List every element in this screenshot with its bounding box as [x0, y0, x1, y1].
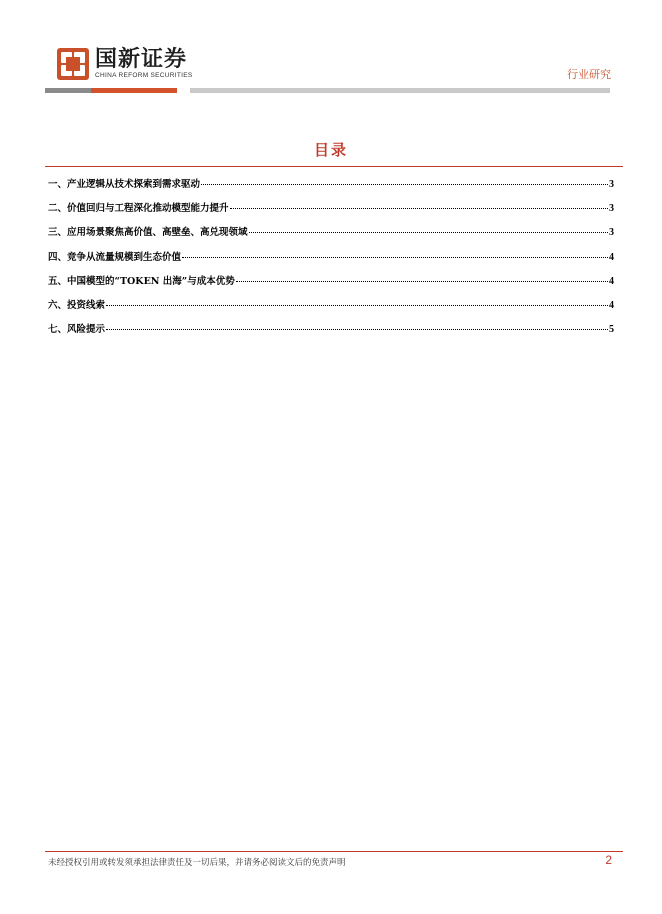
toc-entry-page: 3 [609, 179, 614, 190]
toc-entry[interactable] [48, 321, 614, 345]
page-number: 2 [605, 853, 612, 867]
header-bar-grey-left [45, 88, 91, 93]
toc-title: 目录 [313, 141, 348, 159]
toc-entry-page: 3 [609, 203, 614, 215]
toc-entry[interactable] [48, 249, 614, 273]
toc-entry-page: 4 [609, 275, 614, 287]
toc-leader-dots [201, 184, 608, 185]
header-bar-grey-right [190, 88, 610, 93]
toc-entry[interactable] [48, 224, 614, 248]
toc-entry-page: 4 [609, 251, 614, 263]
toc-entry-label: 七、风险提示 [48, 324, 106, 336]
toc-entry-label: 五、中国模型的“TOKEN 出海”与成本优势 [48, 275, 235, 287]
footer-disclaimer: 未经授权引用或转发须承担法律责任及一切后果，并请务必阅读文后的免责声明 [48, 858, 346, 868]
toc-entry[interactable] [48, 297, 614, 321]
toc-list [48, 176, 614, 345]
toc-entry-page: 5 [609, 324, 614, 336]
toc-entry[interactable] [48, 273, 614, 297]
toc-leader-dots [236, 281, 608, 282]
report-type-label: 行业研究 [567, 68, 611, 81]
toc-entry-label: 六、投资线索 [48, 299, 106, 311]
toc-leader-dots [182, 257, 608, 258]
logo-chinese-name: 国新证券 [95, 47, 188, 72]
toc-leader-dots [249, 232, 608, 233]
toc-leader-dots [230, 208, 608, 209]
toc-entry-label: 一、产业逻辑从技术探索到需求驱动 [48, 179, 201, 190]
logo-english-name: CHINA REFORM SECURITIES [95, 72, 193, 79]
header-bar-orange [91, 88, 177, 93]
toc-divider [45, 166, 623, 167]
toc-entry[interactable] [48, 176, 614, 200]
toc-entry-label: 三、应用场景聚焦高价值、高壁垒、高兑现领域 [48, 227, 248, 239]
toc-entry-page: 4 [609, 299, 614, 311]
company-logo [57, 46, 193, 82]
toc-entry-label: 四、竞争从流量规模到生态价值 [48, 251, 182, 263]
toc-entry-label: 二、价值回归与工程深化推动模型能力提升 [48, 203, 229, 215]
toc-entry[interactable] [48, 200, 614, 224]
footer-divider [45, 851, 623, 852]
toc-entry-page: 3 [609, 227, 614, 239]
logo-text [95, 48, 193, 80]
toc-leader-dots [106, 329, 608, 330]
toc-leader-dots [106, 305, 608, 306]
china-reform-securities-logo-icon [57, 48, 89, 80]
